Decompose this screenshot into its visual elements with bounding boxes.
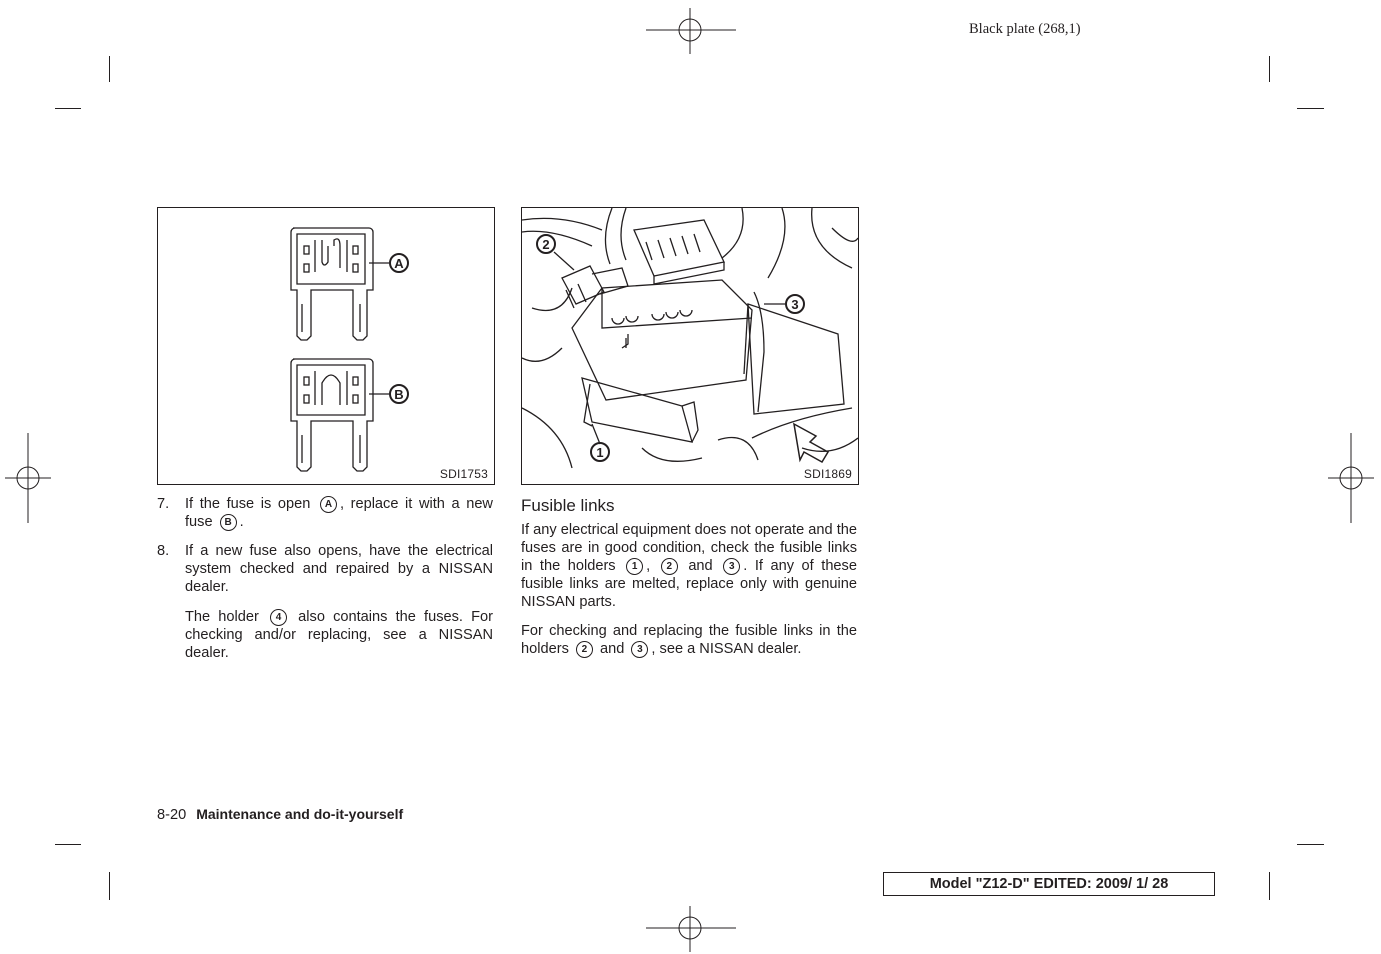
step-text: . [239, 514, 244, 530]
chapter-title: Maintenance and do-it-yourself [196, 806, 404, 822]
callout-b [390, 385, 408, 403]
para-text: and [688, 558, 713, 574]
figure-code-right: SDI1869 [803, 467, 852, 481]
fusible-para-2 [521, 622, 857, 658]
para-text: , see a NISSAN dealer. [651, 641, 802, 657]
svg-text:3: 3 [791, 297, 799, 312]
step-number: 8. [157, 543, 170, 559]
callout-2 [537, 235, 555, 253]
section-heading: Fusible links [521, 496, 615, 515]
svg-text:A: A [394, 256, 404, 271]
step-7 [185, 495, 493, 531]
callout-1 [591, 443, 609, 461]
para-text: , [646, 558, 651, 574]
fusible-link-figure [521, 207, 859, 485]
fuse-illustration [158, 208, 494, 484]
registration-mark-left [5, 433, 51, 523]
callout-ref-3: 3 [723, 558, 740, 575]
callout-a [390, 254, 408, 272]
step-number: 7. [157, 496, 170, 512]
para-text: . If any of these fusible links are melted, replace only with genuine NISSAN parts. [521, 558, 857, 610]
holder-note [185, 608, 493, 662]
plate-label: Black plate (268,1) [969, 21, 1081, 37]
callout-3 [786, 295, 804, 313]
step-text: If the fuse is open [185, 496, 311, 512]
engine-bay-illustration [522, 208, 858, 484]
callout-ref-3: 3 [631, 641, 648, 658]
step-text: , replace it with a new fuse [185, 496, 493, 530]
note-text: The holder [185, 609, 259, 625]
callout-ref-a: A [320, 496, 337, 513]
fusible-para-1 [521, 521, 857, 611]
callout-ref-2: 2 [661, 558, 678, 575]
model-label: Model "Z12-D" EDITED: 2009/ 1/ 28 [883, 872, 1215, 896]
callout-ref-b: B [220, 514, 237, 531]
para-text: If any electrical equipment does not operate and the fuses are in good condition, check the fusible links in the holders [521, 522, 857, 574]
registration-mark-top [646, 8, 736, 54]
figure-code-left: SDI1753 [439, 467, 488, 481]
page-footer [157, 806, 403, 823]
callout-ref-2: 2 [576, 641, 593, 658]
para-text: and [600, 641, 625, 657]
note-text: also contains the fuses. For checking and/or replacing, see a NISSAN dealer. [185, 609, 493, 661]
step-8: If a new fuse also opens, have the electrical system checked and repaired by a NISSAN dealer. [185, 543, 493, 595]
svg-text:2: 2 [542, 237, 550, 252]
svg-text:1: 1 [596, 445, 604, 460]
callout-ref-4: 4 [270, 609, 287, 626]
fuse-figure [157, 207, 495, 485]
para-text: For checking and replacing the fusible links in the holders [521, 623, 857, 657]
svg-text:B: B [394, 387, 404, 402]
page-number: 8-20 [157, 807, 187, 823]
callout-ref-1: 1 [626, 558, 643, 575]
registration-mark-bottom [646, 906, 736, 952]
registration-mark-right [1328, 433, 1374, 523]
